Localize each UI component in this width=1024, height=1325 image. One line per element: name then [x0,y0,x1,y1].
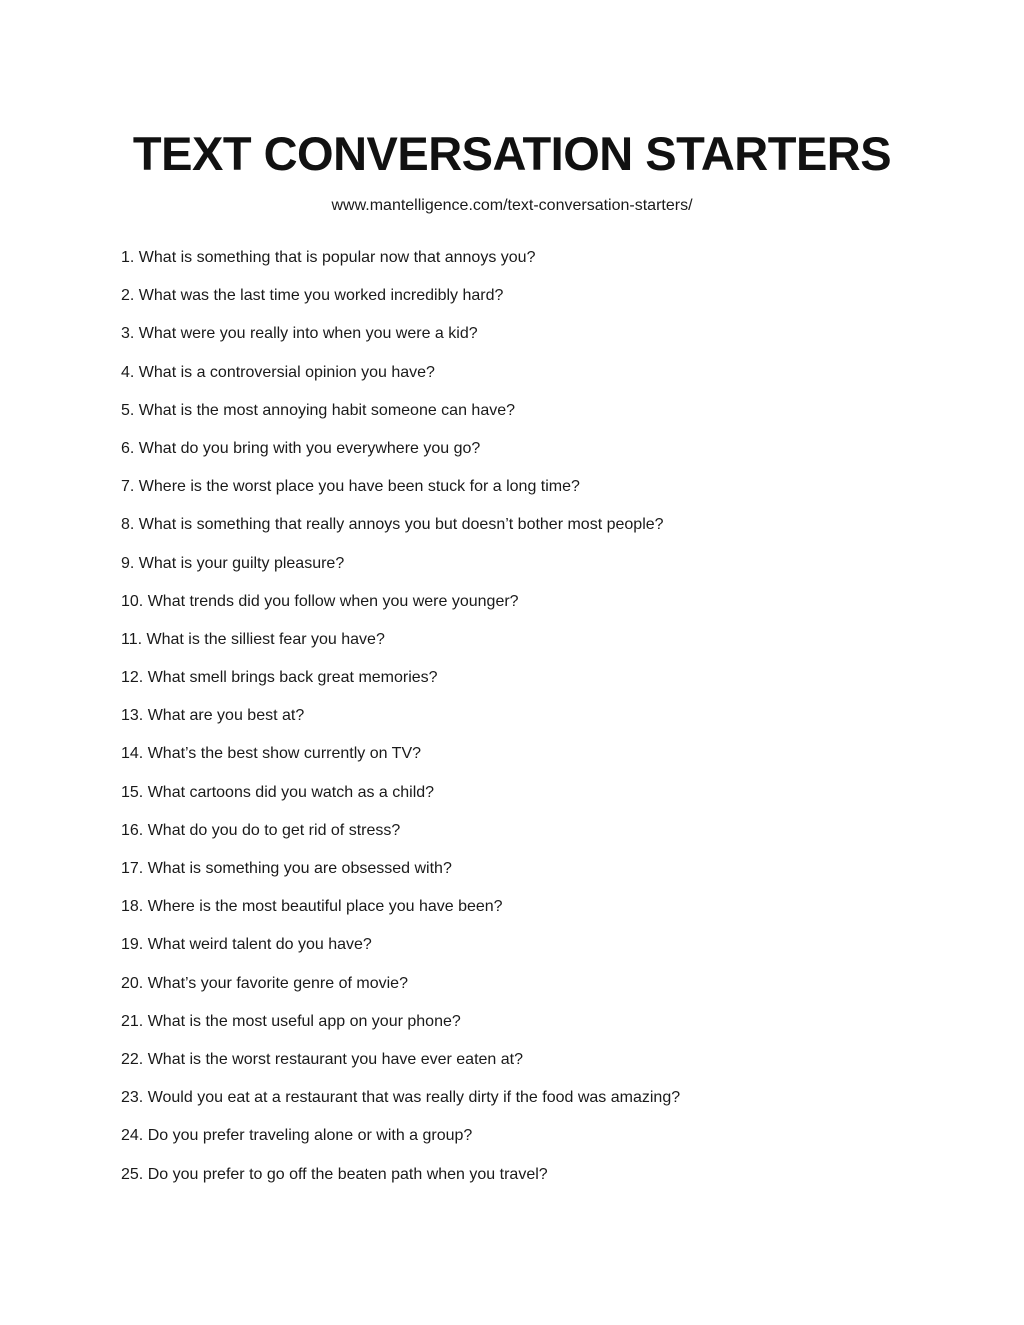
question-item: 15. What cartoons did you watch as a child? [121,783,435,801]
question-item: 18. Where is the most beautiful place you have been? [121,898,503,916]
question-item: 9. What is your guilty pleasure? [121,554,345,572]
question-item: 14. What’s the best show currently on TV? [121,745,422,763]
question-item: 4. What is a controversial opinion you have? [121,363,435,381]
question-item: 25. Do you prefer to go off the beaten path when you travel? [121,1165,548,1183]
question-item: 12. What smell brings back great memories? [121,669,438,687]
question-item: 20. What’s your favorite genre of movie? [121,974,408,992]
question-item: 3. What were you really into when you were a kid? [121,325,478,343]
question-item: 8. What is something that really annoys you but doesn’t bother most people? [121,516,664,534]
source-url: www.mantelligence.com/text-conversation-starters/ [331,197,693,214]
page-title: TEXT CONVERSATION STARTERS [132,127,892,180]
question-item: 7. Where is the worst place you have been stuck for a long time? [121,478,580,496]
question-item: 2. What was the last time you worked incredibly hard? [121,287,504,305]
question-item: 17. What is something you are obsessed with? [121,860,452,877]
question-item: 21. What is the most useful app on your phone? [121,1012,461,1030]
question-item: 13. What are you best at? [121,707,305,725]
question-list [121,248,921,1203]
question-item: 1. What is something that is popular now that annoys you? [121,249,536,266]
question-item: 11. What is the silliest fear you have? [121,630,385,648]
question-item: 6. What do you bring with you everywhere you go? [121,439,481,457]
question-item: 5. What is the most annoying habit someone can have? [121,401,516,419]
question-item: 24. Do you prefer traveling alone or with a group? [121,1127,473,1145]
question-item: 23. Would you eat at a restaurant that was really dirty if the food was amazing? [121,1089,681,1107]
question-item: 19. What weird talent do you have? [121,936,372,954]
question-item: 22. What is the worst restaurant you have ever eaten at? [121,1050,523,1068]
question-item: 10. What trends did you follow when you were younger? [121,592,519,610]
question-item: 16. What do you do to get rid of stress? [121,821,401,839]
